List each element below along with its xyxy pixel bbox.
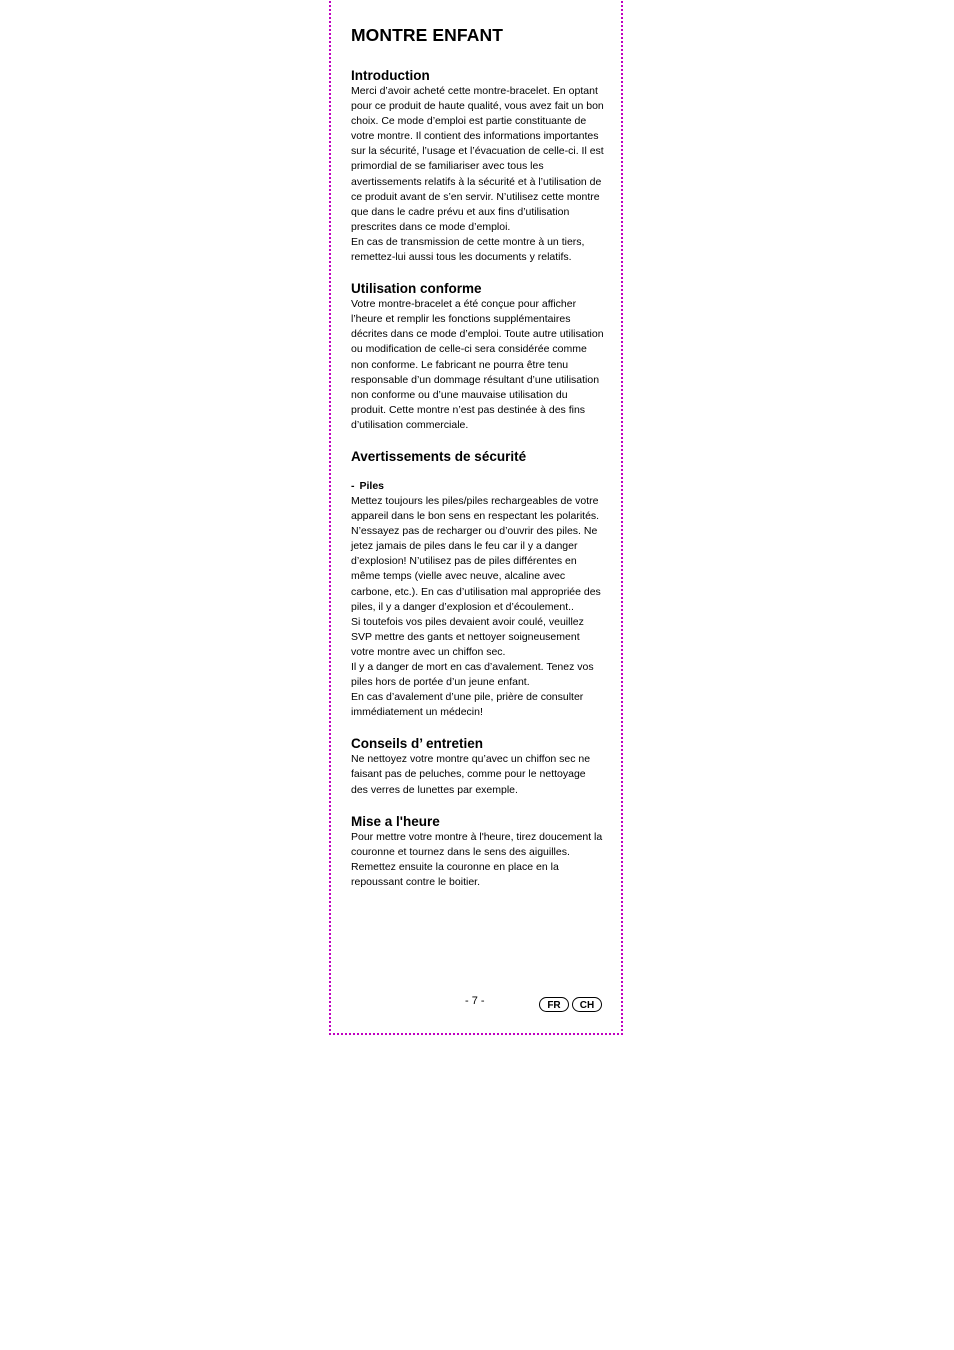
section-heading: Introduction: [351, 68, 430, 83]
section-heading: Utilisation conforme: [351, 281, 482, 297]
page-number: - 7 -: [465, 995, 485, 1007]
paragraph: Si toutefois vos piles devaient avoir coulé, veuillez SVP mettre des gants et nettoyer soigneusement votre montre avec un chiffon sec.: [351, 615, 584, 658]
subheading-batteries: [351, 479, 605, 494]
section-heading: Mise a l'heure: [351, 813, 440, 829]
subheading-label: Piles: [359, 479, 385, 492]
paragraph: En cas de transmission de cette montre à un tiers, remettez-lui aussi tous les documents y relatifs.: [351, 235, 585, 264]
section-utilisation: [351, 281, 605, 433]
paragraph: Votre montre-bracelet a été conçue pour afficher l’heure et remplir les fonctions supplémentaires décrites dans ce mode d’emploi. Toute autre utilisation ou modification de celle-ci sera considérée comme non conforme. Le fabricant ne pourra être tenu responsable d’un dommage résultant d’une utilisation non conforme ou d’une mauvaise utilisation du produit. Cette montre n’est pas destinée à des fins d’utilisation commerciale.: [351, 298, 604, 431]
section-maintenance: [351, 736, 605, 797]
paragraph: Il y a danger de mort en cas d’avalement. Tenez vos piles hors de portée d’un jeune enfant.: [351, 661, 594, 689]
document-body: [351, 24, 605, 906]
paragraph: Pour mettre votre montre à l'heure, tirez doucement la couronne et tournez dans le sens des aiguilles. Remettez ensuite la couronne en place en la repoussant contre le boitier.: [351, 830, 603, 888]
paragraph: En cas d’avalement d’une pile, prière de consulter immédiatement un médecin!: [351, 691, 584, 719]
section-heading: Conseils d’ entretien: [351, 736, 484, 752]
paragraph: Merci d’avoir acheté cette montre-bracelet. En optant pour ce produit de haute qualité, vous avez fait un bon choix. Ce mode d’emploi est partie constituante de votre montre. Il contient des informations importantes sur la sécurité, l’usage et l’évacuation de celle-ci. Il est primordial de se familiariser avec tous les avertissements relatifs à la sécurité et à l’utilisation de ce produit avant de s’en servir. N’utilisez cette montre que dans le cadre prévu et aux fins d’utilisation prescrites dans ce mode d’emploi.: [351, 85, 604, 233]
paragraph: Mettez toujours les piles/piles rechargeables de votre appareil dans le bon sens en respectant les polarités. N’essayez pas de recharger ou d’ouvrir des piles. Ne jetez jamais de piles dans le feu car il y a danger d’explosion! N’utilisez pas de piles différentes en même temps (vielle avec neuve, alcaline avec carbone, etc.). En cas d’utilisation mal appropriée des piles, il y a danger d’explosion et d’écoulement..: [351, 494, 601, 613]
section-time-setting: [351, 814, 605, 890]
paragraph: Ne nettoyez votre montre qu’avec un chiffon sec ne faisant pas de peluches, comme pour le nettoyage des verres de lunettes par exemple.: [351, 753, 591, 796]
section-introduction: [351, 68, 605, 265]
language-badge-ch: CH: [572, 997, 602, 1012]
section-heading: Avertissements de sécurité: [351, 448, 527, 464]
page-title: MONTRE ENFANT: [351, 25, 503, 45]
subheading-dash: -: [351, 479, 355, 492]
section-safety: [351, 449, 605, 720]
language-badge-fr: FR: [539, 997, 569, 1012]
